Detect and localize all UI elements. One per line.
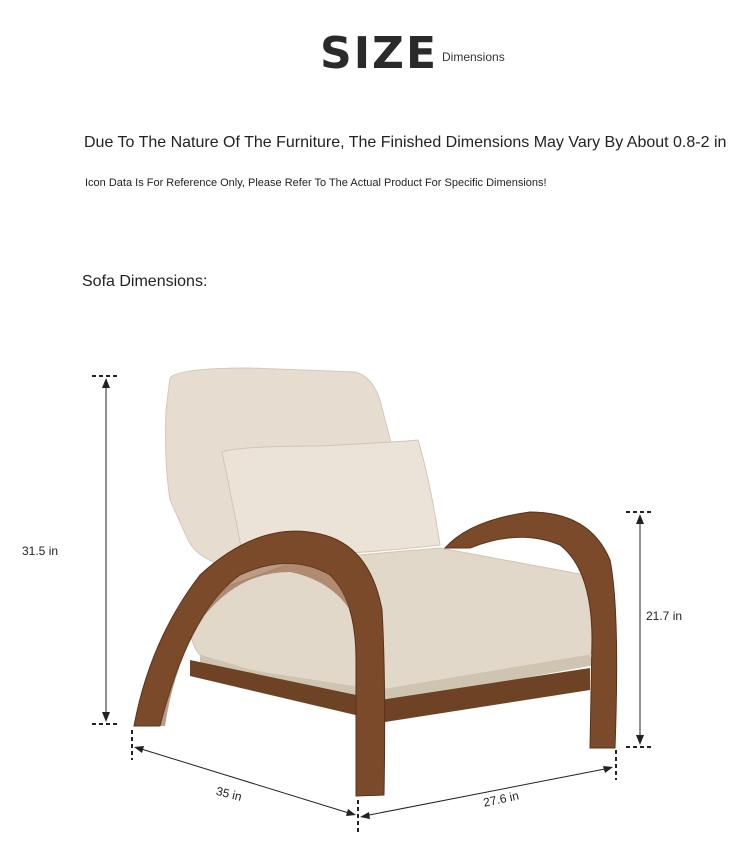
section-title: Sofa Dimensions: (82, 273, 208, 290)
reference-note: Icon Data Is For Reference Only, Please Refer To The Actual Product For Specific Dimensions! (85, 177, 547, 189)
seat-height-dimension-line (626, 512, 654, 747)
depth-label: 27.6 in (482, 788, 521, 810)
height-dimension-line (92, 376, 120, 724)
seat-height-label: 21.7 in (646, 609, 683, 623)
width-label: 35 in (214, 784, 244, 804)
width-dimension-line (132, 730, 358, 832)
page-subtitle: Dimensions (442, 50, 505, 64)
variance-note: Due To The Nature Of The Furniture, The Finished Dimensions May Vary By About 0.8-2 in (84, 134, 727, 151)
page-title: SIZE (320, 28, 439, 79)
height-label: 31.5 in (22, 544, 59, 558)
